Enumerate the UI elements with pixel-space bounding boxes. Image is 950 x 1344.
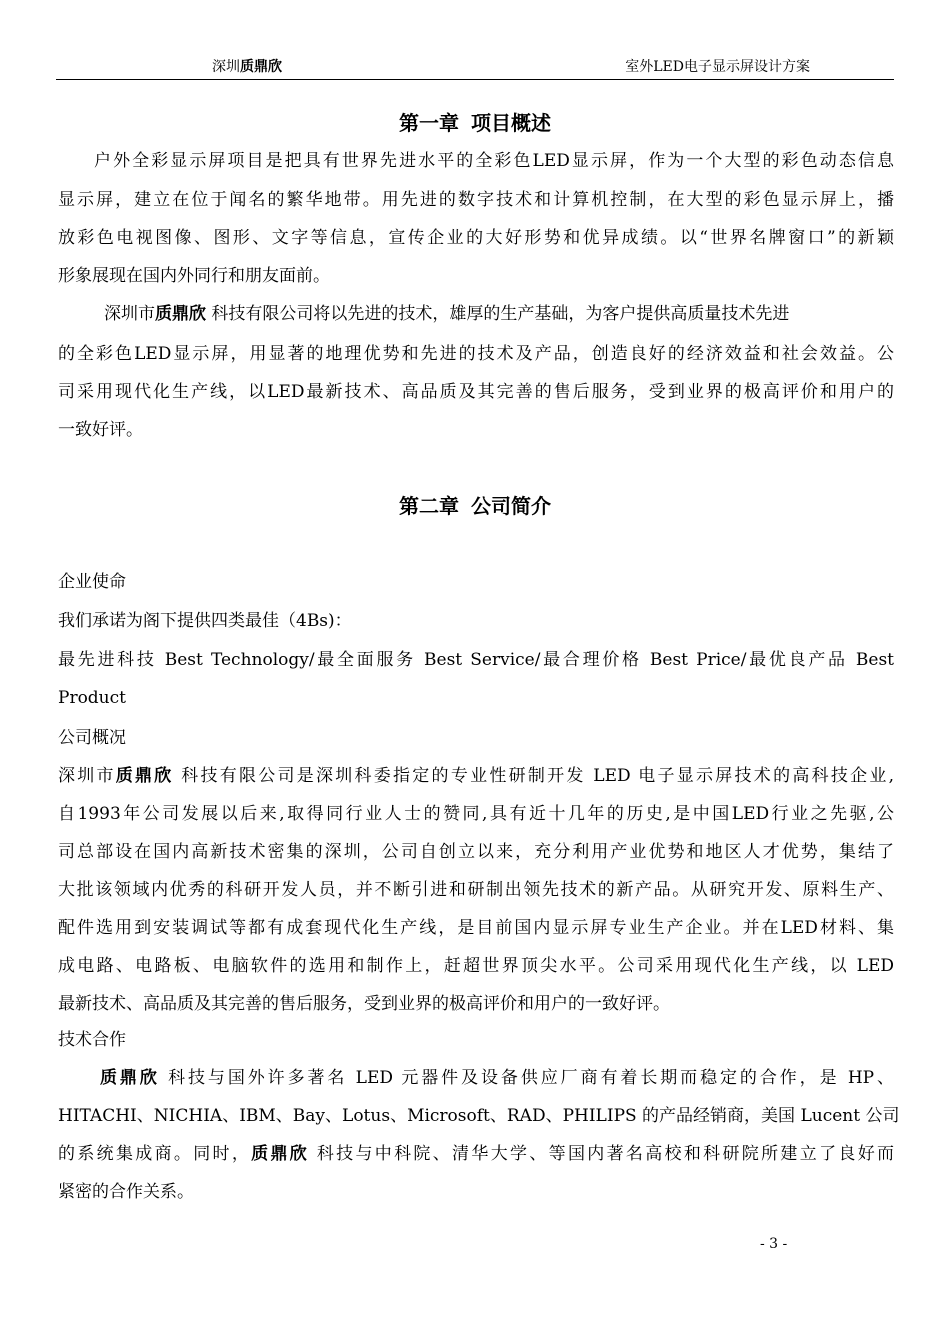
chapter1-number: 第一章 [399,111,459,135]
paragraph-line: 司总部设在国内高新技术密集的深圳，公司自创立以来，充分利用产业优势和地区人才优势，集结了 [58,842,894,862]
header-doc-title: 室外LED电子显示屏设计方案 [625,59,810,75]
paragraph-line: Product [58,688,126,708]
paragraph-line: 形象展现在国内外同行和朋友面前。 [58,266,330,286]
header-company-name: 质鼎欣 [240,59,282,75]
text-run: 科技与中科院、清华大学、等国内著名高校和科研院所建立了良好而 [309,1144,895,1164]
chapter1-name: 项目概述 [471,111,551,135]
paragraph-line: 最先进科技 Best Technology/最全面服务 Best Service/最合理价格 Best Price/最优良产品 Best [58,650,894,670]
paragraph-line [104,304,894,324]
text-run: 科技有限公司是深圳科委指定的专业性研制开发 LED 电子显示屏技术的高科技企业, [173,766,895,786]
paragraph-line: 大批该领域内优秀的科研开发人员，并不断引进和研制出领先技术的新产品。从研究开发、原料生产、 [58,880,894,900]
paragraph-line: 一致好评。 [58,420,143,440]
text-run: 科技与国外许多著名 LED 元器件及设备供应厂商有着长期而稳定的合作，是 HP、 [159,1068,895,1088]
paragraph-line: HITACHI、NICHIA、IBM、Bay、Lotus、Microsoft、RAD、PHILIPS 的产品经销商，美国 Lucent 公司 [58,1106,900,1126]
paragraph-line: 放彩色电视图像、图形、文字等信息，宣传企业的大好形势和优异成绩。以“世界名牌窗口”的新颖 [58,228,894,248]
paragraph-line: 自1993年公司发展以后来,取得同行业人士的赞同,具有近十几年的历史,是中国LED行业之先驱,公 [58,804,894,824]
page-number: - 3 - [760,1236,788,1252]
company-name: 质鼎欣 [100,1068,160,1088]
paragraph-line: 最新技术、高品质及其完善的售后服务，受到业界的极高评价和用户的一致好评。 [58,994,670,1014]
chapter2-name: 公司简介 [471,494,551,518]
header-company [212,56,282,76]
paragraph-line: 司采用现代化生产线，以LED最新技术、高品质及其完善的售后服务，受到业界的极高评价和用户的 [58,382,894,402]
header-divider [56,79,894,80]
paragraph-line: 户外全彩显示屏项目是把具有世界先进水平的全彩色LED显示屏，作为一个大型的彩色动态信息 [94,151,894,171]
paragraph-line [58,1144,894,1164]
company-name: 质鼎欣 [115,766,174,786]
text-run: 深圳市 [104,304,155,324]
text-run: 深圳市 [58,766,116,786]
section-heading: 企业使命 [58,572,126,592]
page-header [56,52,894,78]
section-heading: 公司概况 [58,728,126,748]
paragraph-line: 显示屏，建立在位于闻名的繁华地带。用先进的数字技术和计算机控制，在大型的彩色显示屏上，播 [58,190,894,210]
chapter2-title [0,490,950,519]
paragraph-line: 我们承诺为阁下提供四类最佳（4Bs)： [58,611,352,631]
paragraph-line [58,766,894,786]
paragraph-line: 的全彩色LED显示屏，用显著的地理优势和先进的技术及产品，创造良好的经济效益和社会效益。公 [58,344,894,364]
paragraph-line: 配件选用到安装调试等都有成套现代化生产线，是目前国内显示屏专业生产企业。并在LED材料、集 [58,918,894,938]
text-run: 科技有限公司将以先进的技术，雄厚的生产基础，为客户提供高质量技术先进 [206,304,790,324]
chapter1-title [0,107,950,136]
chapter2-number: 第二章 [399,494,459,518]
company-name: 质鼎欣 [155,304,206,324]
section-heading: 技术合作 [58,1030,126,1050]
paragraph-line: 紧密的合作关系。 [58,1182,194,1202]
paragraph-line: 成电路、电路板、电脑软件的选用和制作上，赶超世界顶尖水平。公司采用现代化生产线，以 LED [58,956,894,976]
header-company-prefix: 深圳 [212,59,240,75]
company-name: 质鼎欣 [251,1144,310,1164]
paragraph-line [100,1068,894,1088]
text-run: 的系统集成商。同时， [58,1144,252,1164]
